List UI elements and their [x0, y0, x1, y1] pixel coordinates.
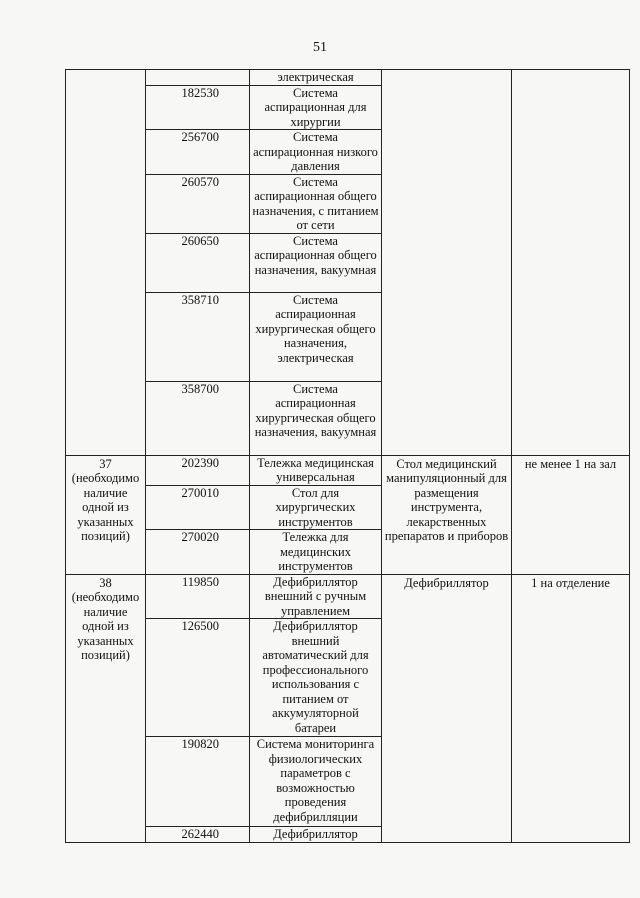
code-cell: 358700: [146, 381, 250, 455]
page-number: 51: [313, 40, 327, 55]
name-cell: Тележка медицинская универсальная: [250, 455, 382, 485]
name-cell: Система аспирационная хирургическая общего назначения, электрическая: [250, 292, 382, 381]
code-cell: 358710: [146, 292, 250, 381]
name-cell: электрическая: [250, 70, 382, 86]
name-cell: Дефибриллятор внешний с ручным управлением: [250, 574, 382, 619]
group-number-cell: [66, 70, 146, 456]
code-cell: 126500: [146, 619, 250, 737]
name-cell: Стол для хирургических инструментов: [250, 485, 382, 530]
code-cell: 119850: [146, 574, 250, 619]
name-cell: Система аспирационная для хирургии: [250, 85, 382, 130]
name-cell: Дефибриллятор внешний автоматический для профессионального использования с питанием от аккумуляторной батареи: [250, 619, 382, 737]
quantity-cell: не менее 1 на зал: [512, 455, 630, 574]
code-cell: 182530: [146, 85, 250, 130]
quantity-cell: [512, 70, 630, 456]
table-row: [66, 70, 630, 86]
name-cell: Тележка для медицинских инструментов: [250, 530, 382, 575]
equipment-cell: Дефибриллятор: [382, 574, 512, 842]
equipment-cell: Стол медицинский манипуляционный для размещения инструмента, лекарственных препаратов и приборов: [382, 455, 512, 574]
code-cell: 270010: [146, 485, 250, 530]
name-cell: Система мониторинга физиологических параметров с возможностью проведения дефибрилляции: [250, 737, 382, 827]
group-number-cell: 37 (необходимо наличие одной из указанных позиций): [66, 455, 146, 574]
equipment-table: [65, 69, 630, 843]
name-cell: Дефибриллятор: [250, 827, 382, 843]
name-cell: Система аспирационная общего назначения, вакуумная: [250, 233, 382, 292]
quantity-cell: 1 на отделение: [512, 574, 630, 842]
name-cell: Система аспирационная хирургическая общего назначения, вакуумная: [250, 381, 382, 455]
table-row: [66, 455, 630, 485]
code-cell: [146, 70, 250, 86]
equipment-cell: [382, 70, 512, 456]
code-cell: 256700: [146, 130, 250, 175]
name-cell: Система аспирационная общего назначения, с питанием от сети: [250, 174, 382, 233]
code-cell: 202390: [146, 455, 250, 485]
table-row: [66, 574, 630, 619]
code-cell: 190820: [146, 737, 250, 827]
group-number-cell: 38 (необходимо наличие одной из указанных позиций): [66, 574, 146, 842]
code-cell: 270020: [146, 530, 250, 575]
name-cell: Система аспирационная низкого давления: [250, 130, 382, 175]
code-cell: 262440: [146, 827, 250, 843]
code-cell: 260650: [146, 233, 250, 292]
code-cell: 260570: [146, 174, 250, 233]
